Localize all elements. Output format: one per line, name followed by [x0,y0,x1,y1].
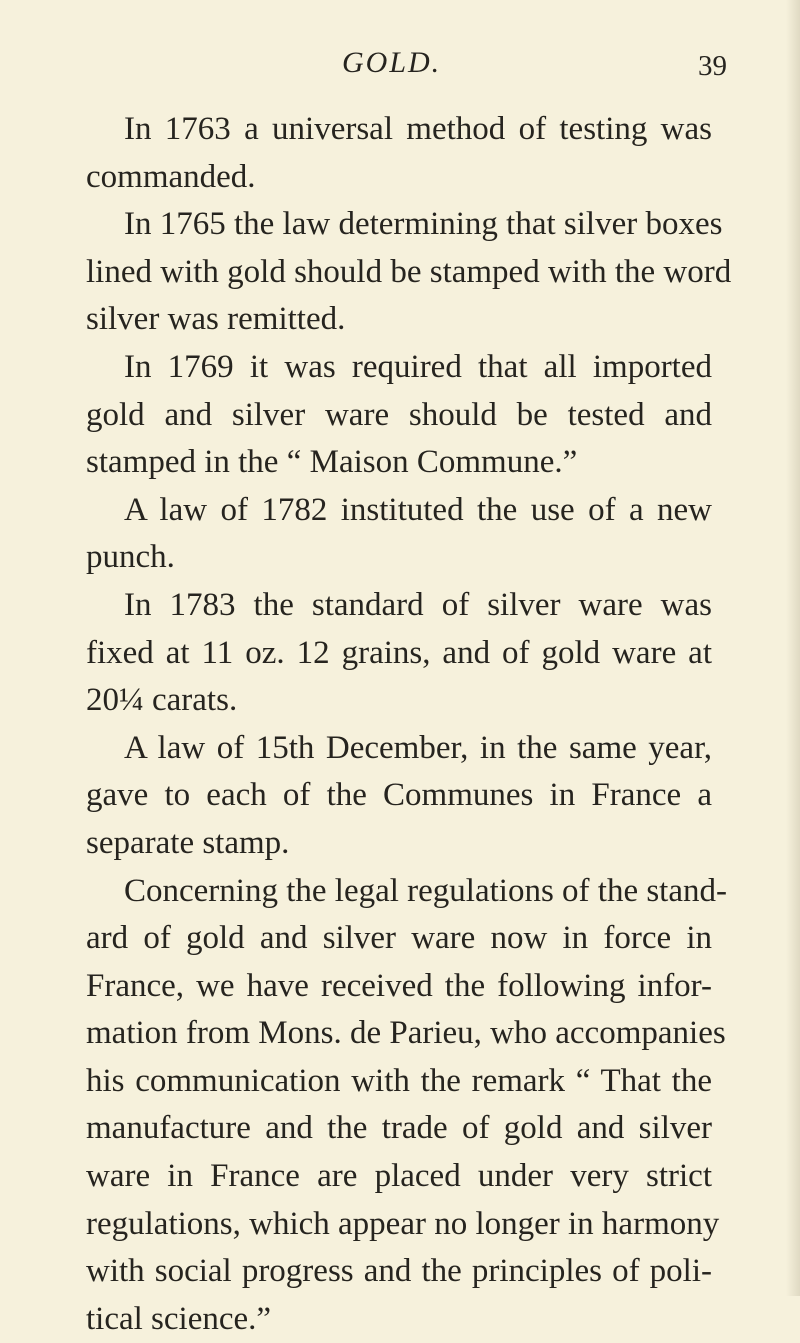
body-text [86,106,732,1343]
text-line: mation from Mons. de Parieu, who accompanies [86,1015,726,1052]
text-line: Concerning the legal regulations of the stand- [124,872,727,909]
text-line: A law of 1782 instituted the use of a new [124,491,712,528]
text-line: separate stamp. [86,824,290,861]
text-line: A law of 15th December, in the same year, [124,729,712,766]
text-line: fixed at 11 oz. 12 grains, and of gold ware at [86,634,712,671]
text-line: France, we have received the following infor- [86,967,712,1004]
text-line: In 1765 the law determining that silver boxes [124,206,723,243]
running-head [0,46,800,94]
text-line: ware in France are placed under very strict [86,1158,712,1195]
text-line: ard of gold and silver ware now in force in [86,920,712,957]
text-line: regulations, which appear no longer in harmony [86,1205,720,1242]
page-number: 39 [698,50,727,82]
text-line: punch. [86,539,175,576]
text-line: manufacture and the trade of gold and silver [86,1110,712,1147]
text-line: tical science.” [86,1300,272,1337]
text-line: 20¼ carats. [86,682,238,719]
text-line: his communication with the remark “ That the [86,1062,712,1099]
text-line: stamped in the “ Maison Commune.” [86,444,578,481]
page-edge-shadow [786,0,800,1296]
text-line: lined with gold should be stamped with the word [86,253,732,290]
text-line: gave to each of the Communes in France a [86,777,712,814]
text-line: In 1783 the standard of silver ware was [124,586,712,623]
text-line: In 1769 it was required that all imported [124,348,712,385]
text-line: In 1763 a universal method of testing was [124,111,712,147]
text-line: silver was remitted. [86,301,346,338]
text-line: with social progress and the principles of poli- [86,1253,712,1290]
text-line: gold and silver ware should be tested and [86,396,712,433]
text-line: commanded. [86,158,256,195]
running-head-title: GOLD. [342,46,442,79]
